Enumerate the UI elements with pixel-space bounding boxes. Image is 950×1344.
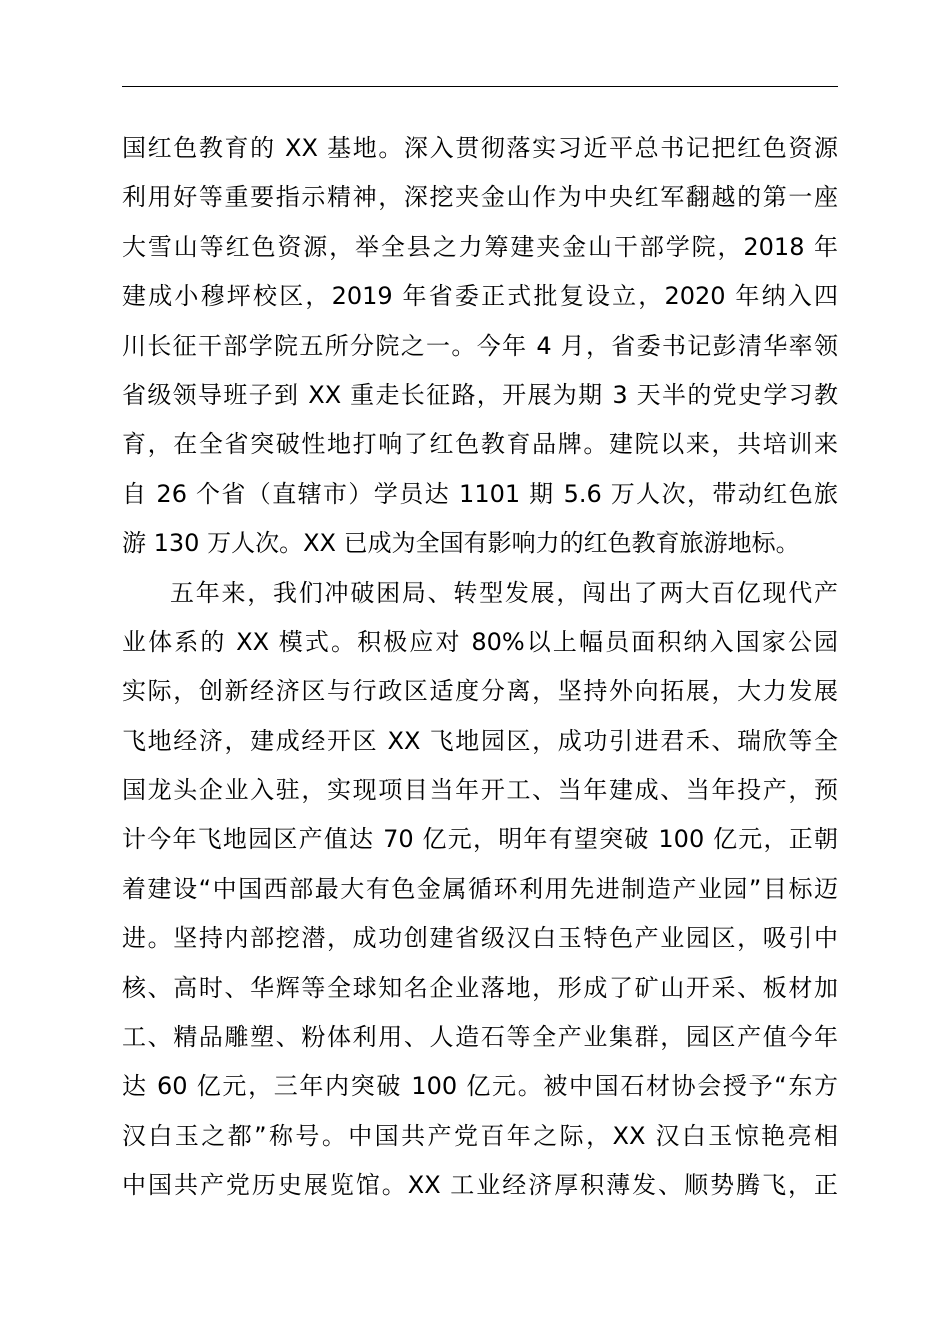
text-line: 国红色教育的 XX 基地。深入贯彻落实习近平总书记把红色资源 [122, 134, 838, 162]
body-text [122, 124, 838, 1211]
text-line: 计今年飞地园区产值达 70 亿元，明年有望突破 100 亿元，正朝 [122, 825, 838, 854]
text-line: 游 130 万人次。XX 已成为全国有影响力的红色教育旅游地标。 [122, 529, 800, 558]
text-line: 飞地经济，建成经开区 XX 飞地园区，成功引进君禾、瑞欣等全 [122, 726, 838, 755]
text-line: 育，在全省突破性地打响了红色教育品牌。建院以来，共培训来 [122, 430, 838, 459]
text-line: 建成小穆坪校区，2019 年省委正式批复设立，2020 年纳入四 [122, 282, 838, 311]
text-line: 川长征干部学院五所分院之一。今年 4 月，省委书记彭清华率领 [122, 331, 838, 360]
text-line: 利用好等重要指示精神，深挖夹金山作为中央红军翻越的第一座 [122, 183, 838, 212]
text-line: 实际，创新经济区与行政区适度分离，坚持外向拓展，大力发展 [122, 677, 838, 706]
text-line: 大雪山等红色资源，举全县之力筹建夹金山干部学院，2018 年 [122, 232, 838, 261]
text-line: 自 26 个省（直辖市）学员达 1101 期 5.6 万人次，带动红色旅 [122, 479, 838, 508]
text-line: 着建设“中国西部最大有色金属循环利用先进制造产业园”目标迈 [122, 874, 838, 903]
text-line: 国龙头企业入驻，实现项目当年开工、当年建成、当年投产，预 [122, 776, 838, 805]
paragraph-first-line: 五年来，我们冲破困局、转型发展，闯出了两大百亿现代产 [170, 578, 838, 607]
text-line: 工、精品雕塑、粉体利用、人造石等全产业集群，园区产值今年 [122, 1023, 838, 1052]
text-line: 中国共产党历史展览馆。XX 工业经济厚积薄发、顺势腾飞，正 [122, 1171, 838, 1200]
text-line: 汉白玉之都”称号。中国共产党百年之际，XX 汉白玉惊艳亮相 [122, 1121, 838, 1150]
text-line: 省级领导班子到 XX 重走长征路，开展为期 3 天半的党史学习教 [122, 380, 838, 409]
header-rule [122, 86, 838, 87]
text-line: 核、高时、华辉等全球知名企业落地，形成了矿山开采、板材加 [122, 973, 838, 1002]
text-line: 进。坚持内部挖潜，成功创建省级汉白玉特色产业园区，吸引中 [122, 924, 838, 953]
text-line: 业体系的 XX 模式。积极应对 80%以上幅员面积纳入国家公园 [122, 627, 838, 656]
text-line: 达 60 亿元，三年内突破 100 亿元。被中国石材协会授予“东方 [122, 1072, 838, 1101]
